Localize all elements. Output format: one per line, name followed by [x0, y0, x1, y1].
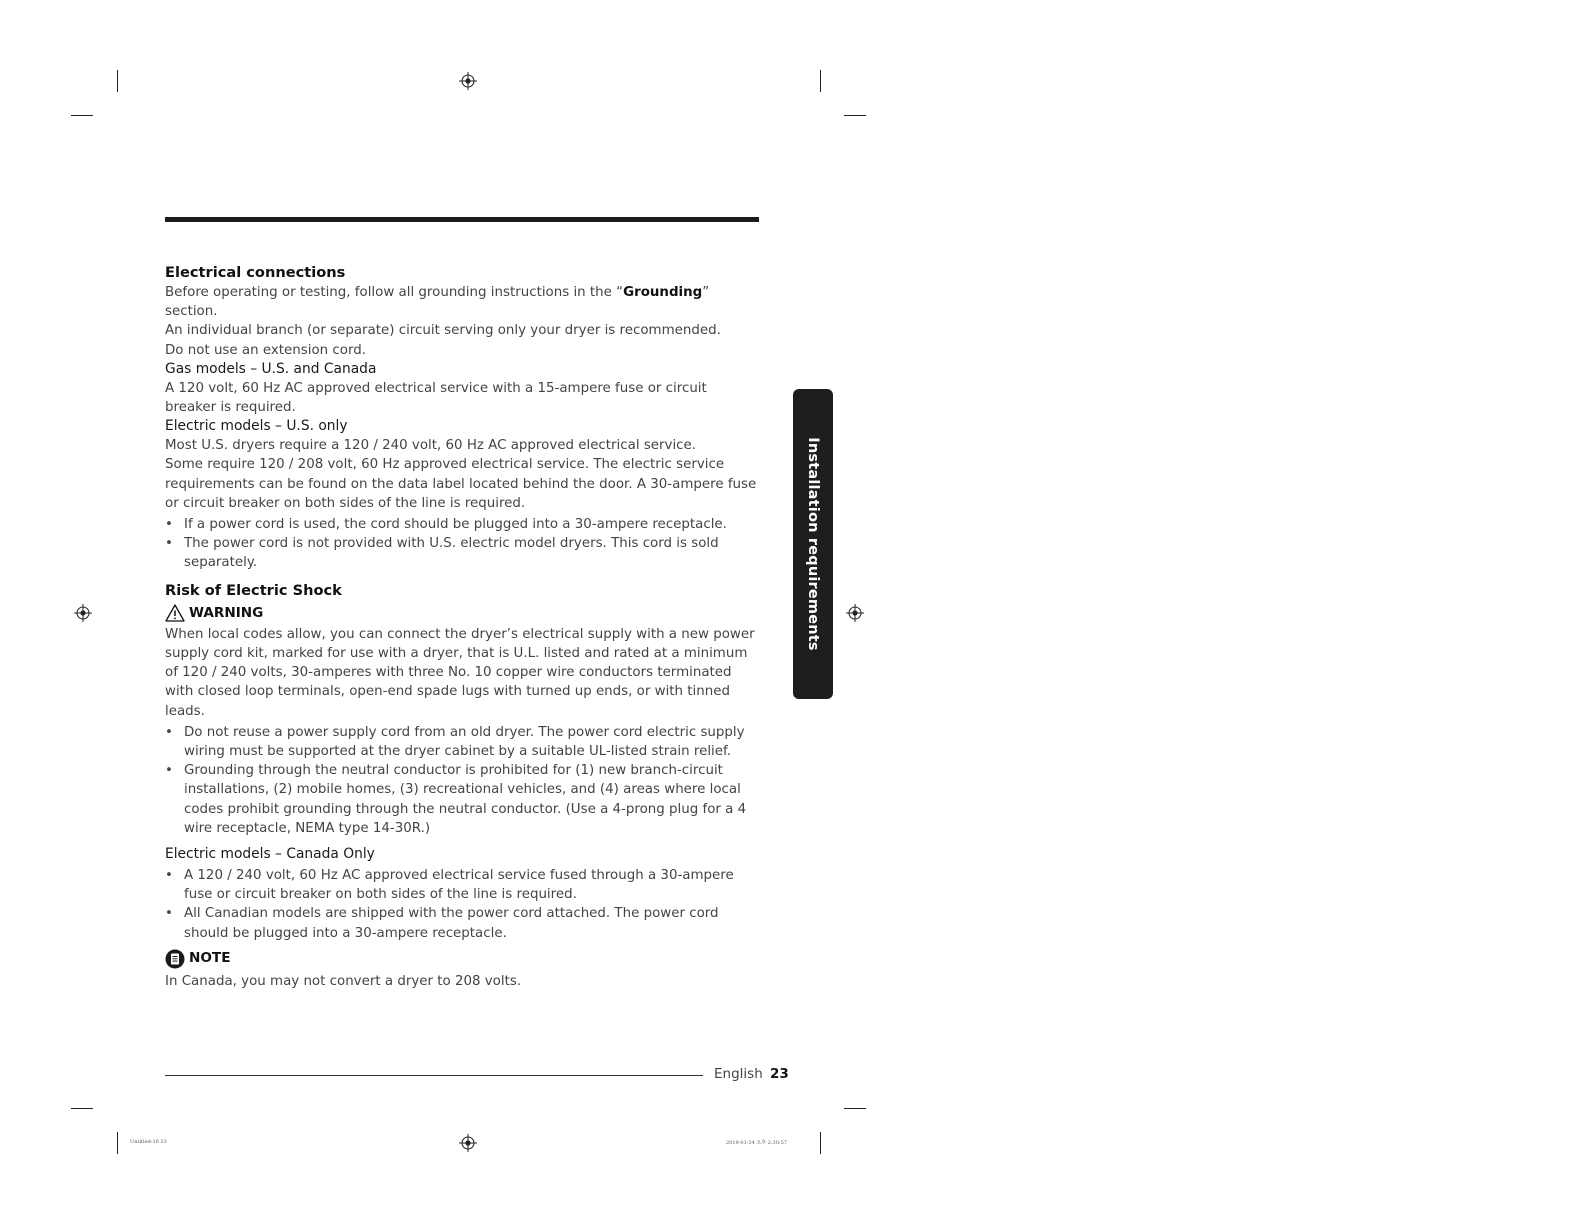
shock-bullets — [165, 723, 761, 838]
list-item: • Grounding through the neutral conductor is prohibited for (1) new branch-circuit installations, (2) mobile homes, (3) recreational vehicles, and (4) areas where local codes prohibit grounding through the neutral conductor. (Use a 4-prong plug for a 4 wire receptacle, NEMA type 14-30R.) — [165, 761, 761, 838]
registration-mark-icon — [74, 604, 92, 622]
risk-of-electric-shock-heading: Risk of Electric Shock — [165, 581, 342, 599]
registration-mark-icon — [459, 1134, 477, 1152]
crop-mark-bottom-left-vertical — [117, 1132, 118, 1154]
list-item: • The power cord is not provided with U.S. electric model dryers. This cord is sold separately. — [165, 534, 761, 572]
shock-text: When local codes allow, you can connect the dryer’s electrical supply with a new power supply cord kit, marked for use with a dryer, that is U.L. listed and rated at a minimum of 120 / 240 volts, 30-amperes with three No. 10 copper wire conductors terminated with closed loop terminals, open-end spade lugs with turned up ends, or with tinned leads. — [165, 626, 755, 719]
crop-mark-top-right-horizontal — [844, 115, 866, 116]
note-label: NOTE — [189, 950, 231, 967]
electrical-line-1-pre: Before operating or testing, follow all grounding instructions in the “ — [165, 285, 624, 300]
registration-mark-icon — [459, 72, 477, 90]
gas-models-heading: Gas models – U.S. and Canada — [165, 360, 377, 377]
note-callout — [165, 949, 761, 969]
print-slug-left: Untitled-16 23 — [130, 1139, 167, 1145]
print-slug-right: 2019-01-24 오후 2:30:57 — [726, 1140, 787, 1146]
warning-triangle-icon — [165, 604, 185, 622]
list-item: • All Canadian models are shipped with the power cord attached. The power cord should be plugged into a 30-ampere receptacle. — [165, 904, 761, 942]
note-icon — [165, 949, 185, 969]
canada-bullets — [165, 866, 761, 943]
grounding-reference: Grounding — [623, 285, 703, 300]
electrical-line-3: Do not use an extension cord. — [165, 342, 366, 358]
electric-us-heading: Electric models – U.S. only — [165, 418, 348, 435]
section-top-rule — [165, 217, 759, 222]
electrical-line-2: An individual branch (or separate) circuit serving only your dryer is recommended. — [165, 323, 721, 339]
note-text: In Canada, you may not convert a dryer to 208 volts. — [165, 973, 522, 989]
electrical-connections-heading: Electrical connections — [165, 264, 346, 281]
electric-us-line-1: Most U.S. dryers require a 120 / 240 volt, 60 Hz AC approved electrical service. — [165, 438, 697, 454]
crop-mark-bottom-right-horizontal — [844, 1108, 866, 1109]
chapter-side-tab-label: Installation requirements — [805, 437, 821, 651]
list-item: • Do not reuse a power supply cord from an old dryer. The power cord electric supply wiring must be supported at the dryer cabinet by a suitable UL-listed strain relief. — [165, 723, 761, 761]
list-item: • If a power cord is used, the cord should be plugged into a 30-ampere receptacle. — [165, 515, 761, 534]
crop-mark-top-left-vertical — [117, 70, 118, 92]
electrical-line-1 — [165, 283, 761, 321]
gas-models-text: A 120 volt, 60 Hz AC approved electrical service with a 15-ampere fuse or circuit breaker is required. — [165, 380, 707, 416]
chapter-side-tab — [793, 389, 833, 699]
crop-mark-bottom-right-vertical — [820, 1132, 821, 1154]
footer-rule — [165, 1075, 703, 1076]
registration-mark-icon — [846, 604, 864, 622]
warning-label: WARNING — [189, 604, 264, 621]
electrical-line-1-post: ” section. — [165, 285, 710, 320]
crop-mark-bottom-left-horizontal — [71, 1108, 93, 1109]
crop-mark-top-right-vertical — [820, 70, 821, 92]
electric-canada-heading: Electric models – Canada Only — [165, 846, 375, 863]
electric-us-line-2: Some require 120 / 208 volt, 60 Hz approved electrical service. The electric service requirements can be found on the data label located behind the door. A 30-ampere fuse or circuit breaker on both sides of the line is required. — [165, 457, 757, 511]
warning-callout — [165, 604, 761, 623]
crop-mark-top-left-horizontal — [71, 115, 93, 116]
electric-us-bullets — [165, 515, 761, 573]
footer-language: English — [714, 1066, 763, 1082]
page-number: 23 — [770, 1066, 789, 1082]
list-item: • A 120 / 240 volt, 60 Hz AC approved electrical service fused through a 30-ampere fuse or circuit breaker on both sides of the line is required. — [165, 866, 761, 904]
page-content — [165, 263, 761, 991]
